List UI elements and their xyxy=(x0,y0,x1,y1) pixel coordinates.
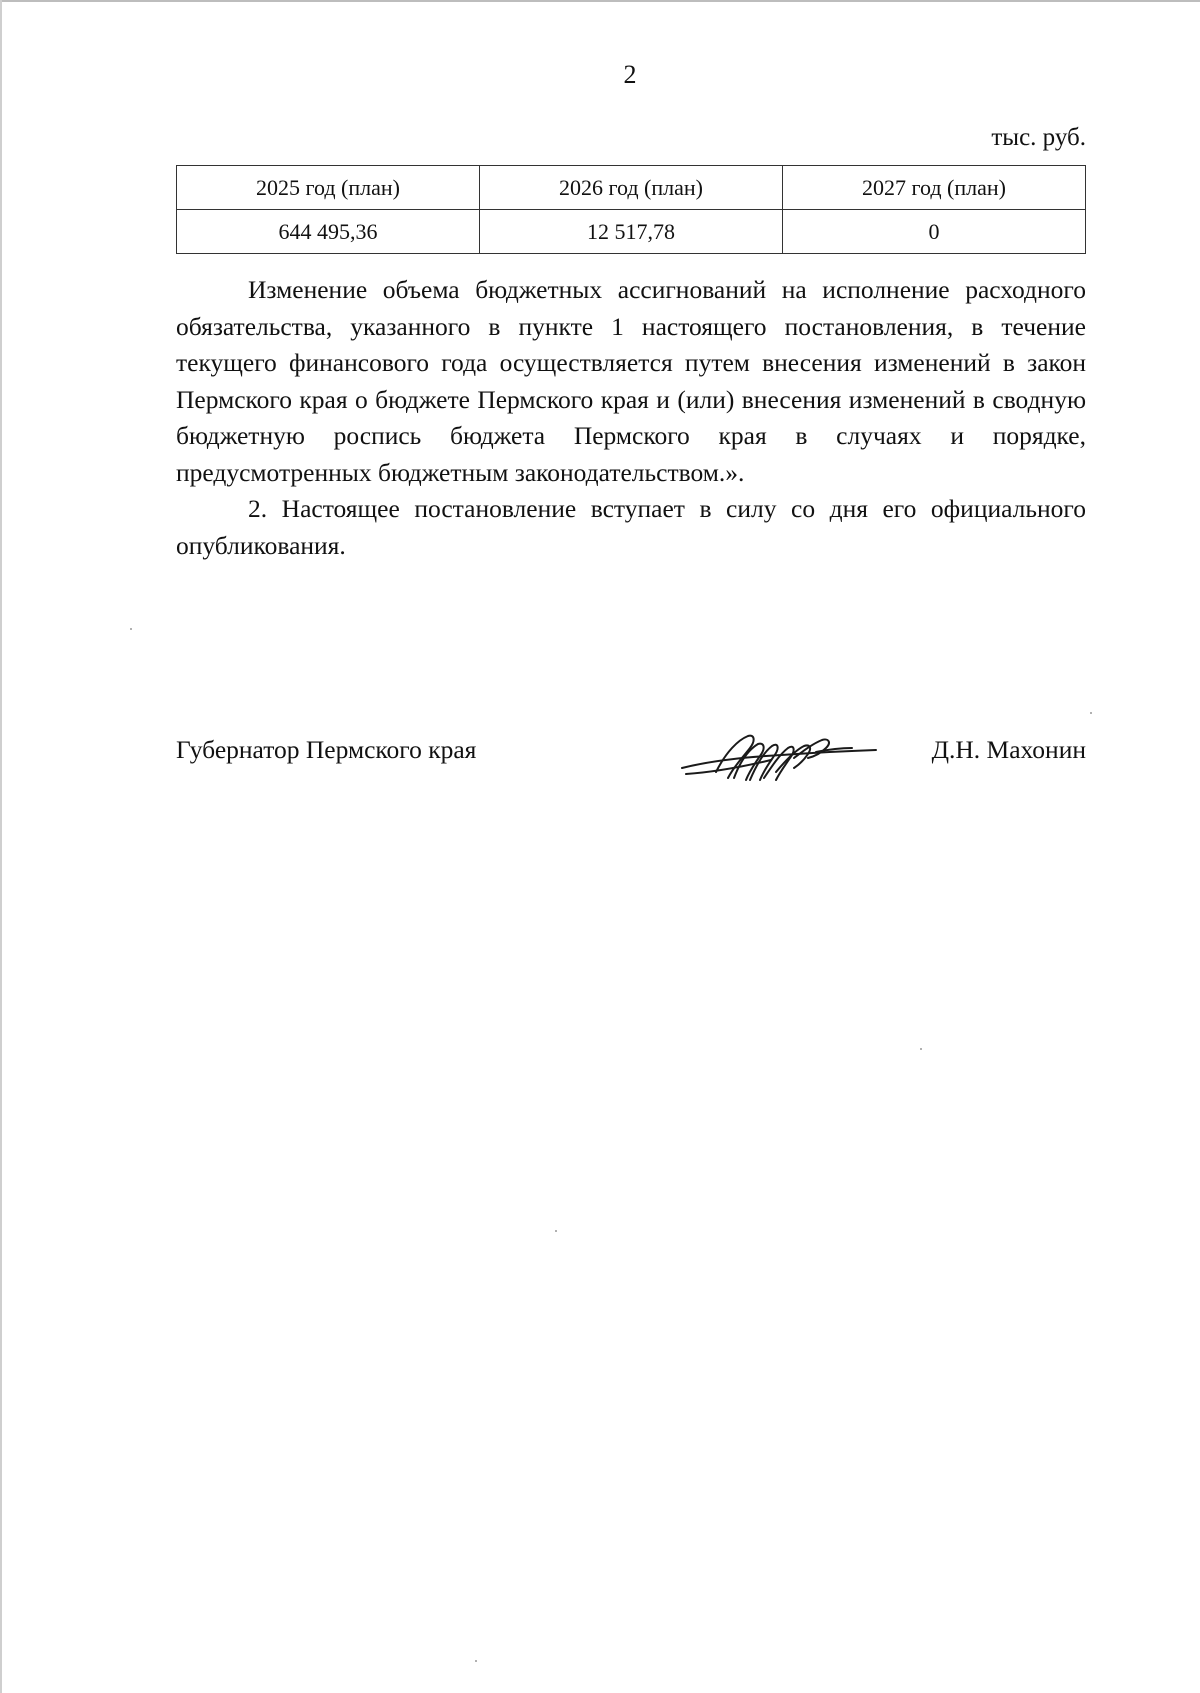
table-cell-2026: 12 517,78 xyxy=(480,210,783,254)
scan-speck xyxy=(475,1660,477,1662)
table-header-2027: 2027 год (план) xyxy=(783,166,1086,210)
table-cell-2027: 0 xyxy=(783,210,1086,254)
paragraph-entry-into-force: 2. Настоящее постановление вступает в силу со дня его официального опубликования. xyxy=(176,494,1086,560)
table-cell-2025: 644 495,36 xyxy=(177,210,480,254)
scan-speck xyxy=(920,1048,922,1050)
paragraph-budget-change: Изменение объема бюджетных ассигнований на исполнение расходного обязательства, указанного в пункте 1 настоящего постановления, в течение текущего финансового года осуществляется путем внесения изменений в закон Пермского края о бюджете Пермского края и (или) внесения изменений в сводную бюджетную роспись бюджета Пермского края в случаях и порядке, предусмотренных бюджетным законодательством.». xyxy=(176,275,1086,487)
table-header-2025: 2025 год (план) xyxy=(177,166,480,210)
signatory-title: Губернатор Пермского края xyxy=(176,735,477,764)
scan-speck xyxy=(1090,712,1092,714)
units-label: тыс. руб. xyxy=(991,124,1086,151)
body-text xyxy=(176,272,1086,564)
scan-speck xyxy=(555,1230,557,1232)
scan-speck xyxy=(130,628,132,630)
budget-table xyxy=(176,165,1086,254)
table-header-2026: 2026 год (план) xyxy=(480,166,783,210)
scan-edge-left xyxy=(0,0,2,1693)
handwritten-signature xyxy=(676,722,886,792)
table-header-row xyxy=(177,166,1086,210)
scan-edge-top xyxy=(0,0,1200,2)
table-row xyxy=(177,210,1086,254)
signature-block xyxy=(176,730,1086,790)
page-number: 2 xyxy=(623,60,637,89)
signatory-name: Д.Н. Махонин xyxy=(931,735,1086,764)
